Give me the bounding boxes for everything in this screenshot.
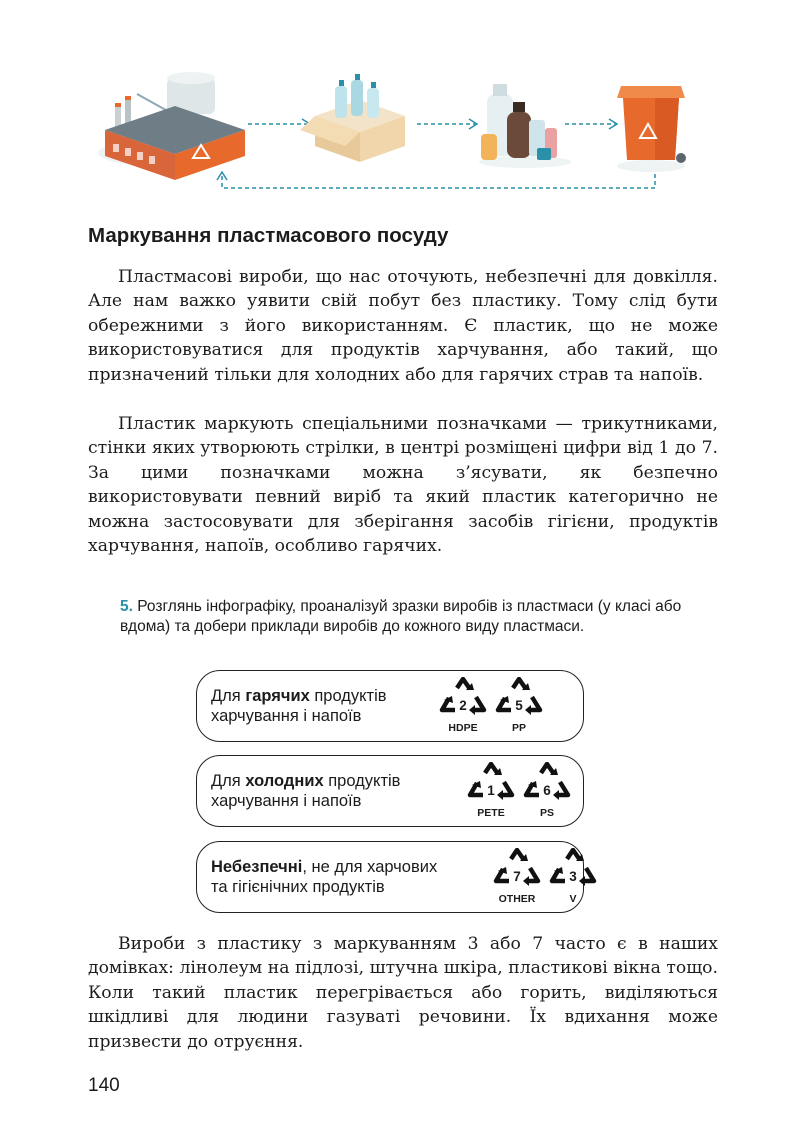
recycle-symbol-hdpe (437, 677, 489, 735)
body-paragraph: Пластмасові вироби, що нас оточують, небезпечні для довкілля. Але нам важко уявити свій побут без пластику. Тому слід бути обережними з його використанням. Є пластик, що не може використовуватися для продуктів харчування, або такий, що призначений тільки для холодних або для гарячих страв та напоїв. (88, 267, 718, 385)
box-label-suffix: , не для харчових (302, 858, 438, 876)
resin-code-label: PS (539, 807, 554, 819)
task-text (120, 597, 720, 636)
recycle-symbol-v (547, 848, 599, 906)
box-label-prefix: Для (211, 772, 246, 790)
recycling-cycle-illustration (95, 58, 705, 208)
arrow-icon (565, 119, 617, 129)
recycle-symbol-pete (465, 762, 517, 820)
body-paragraph: Вироби з пластику з маркуванням 3 або 7 часто є в наших домівках: лінолеум на підлозі, штучна шкіра, пластикові вікна тощо. Коли такий пластик перегрівається або горить, виділяються шкідливі для людини газуваті речовини. Їх вдихання може призвести до отруєння. (88, 934, 718, 1052)
box-label (211, 772, 400, 811)
page-number: 140 (88, 1075, 120, 1096)
plastic-containers-icon (479, 84, 571, 168)
recycling-bin-icon (617, 86, 686, 172)
recycle-symbol-pp (493, 677, 545, 735)
task-instruction: Розглянь інфографіку, проаналізуй зразки виробів із пластмаси (у класі або вдома) та добери приклади виробів до кожного виду пластмаси. (120, 598, 682, 635)
resin-code-number: 7 (513, 869, 521, 884)
box-label (211, 687, 387, 726)
resin-code-number: 3 (569, 869, 577, 884)
return-arrow-icon (217, 172, 655, 188)
arrow-icon (248, 119, 310, 129)
box-label-emphasis: Небезпечні (211, 858, 303, 876)
info-box-cold (196, 755, 584, 827)
box-label-line2: харчування і напоїв (211, 791, 362, 810)
box-label-emphasis: гарячих (245, 687, 310, 705)
box-label (211, 858, 437, 897)
recycle-symbol-other (491, 848, 543, 906)
arrow-icon (417, 119, 477, 129)
resin-code-number: 6 (543, 783, 551, 798)
factory-icon (98, 72, 245, 180)
resin-code-number: 5 (515, 698, 523, 713)
box-label-suffix: продуктів (309, 687, 387, 705)
resin-code-label: OTHER (498, 893, 536, 905)
box-label-prefix: Для (211, 687, 246, 705)
resin-code-label: HDPE (448, 722, 478, 734)
resin-code-label: PETE (477, 807, 505, 819)
info-box-hot (196, 670, 584, 742)
info-box-dangerous (196, 841, 584, 913)
resin-code-label: PP (511, 722, 526, 734)
task-number: 5. (120, 598, 133, 615)
resin-code-number: 2 (459, 698, 467, 713)
section-heading: Маркування пластмасового посуду (88, 224, 449, 247)
body-paragraph: Пластик маркують спеціальними позначками — трикутниками, стінки яких утворюють стрілки, в центрі розміщені цифри від 1 до 7. За цими позначками можна з’ясувати, як безпечно використовувати певний виріб та який пластик категорично не можна застосовувати для зберігання засобів гігієни, продуктів харчування, напоїв, особливо гарячих. (88, 414, 718, 557)
box-label-line2: та гігієнічних продуктів (211, 877, 385, 896)
resin-code-label: V (569, 893, 577, 905)
recycle-symbol-ps (521, 762, 573, 820)
box-label-line2: харчування і напоїв (211, 706, 362, 725)
box-label-emphasis: холодних (245, 772, 324, 790)
bottles-box-icon (300, 74, 405, 162)
resin-code-number: 1 (487, 783, 495, 798)
box-label-suffix: продуктів (323, 772, 401, 790)
